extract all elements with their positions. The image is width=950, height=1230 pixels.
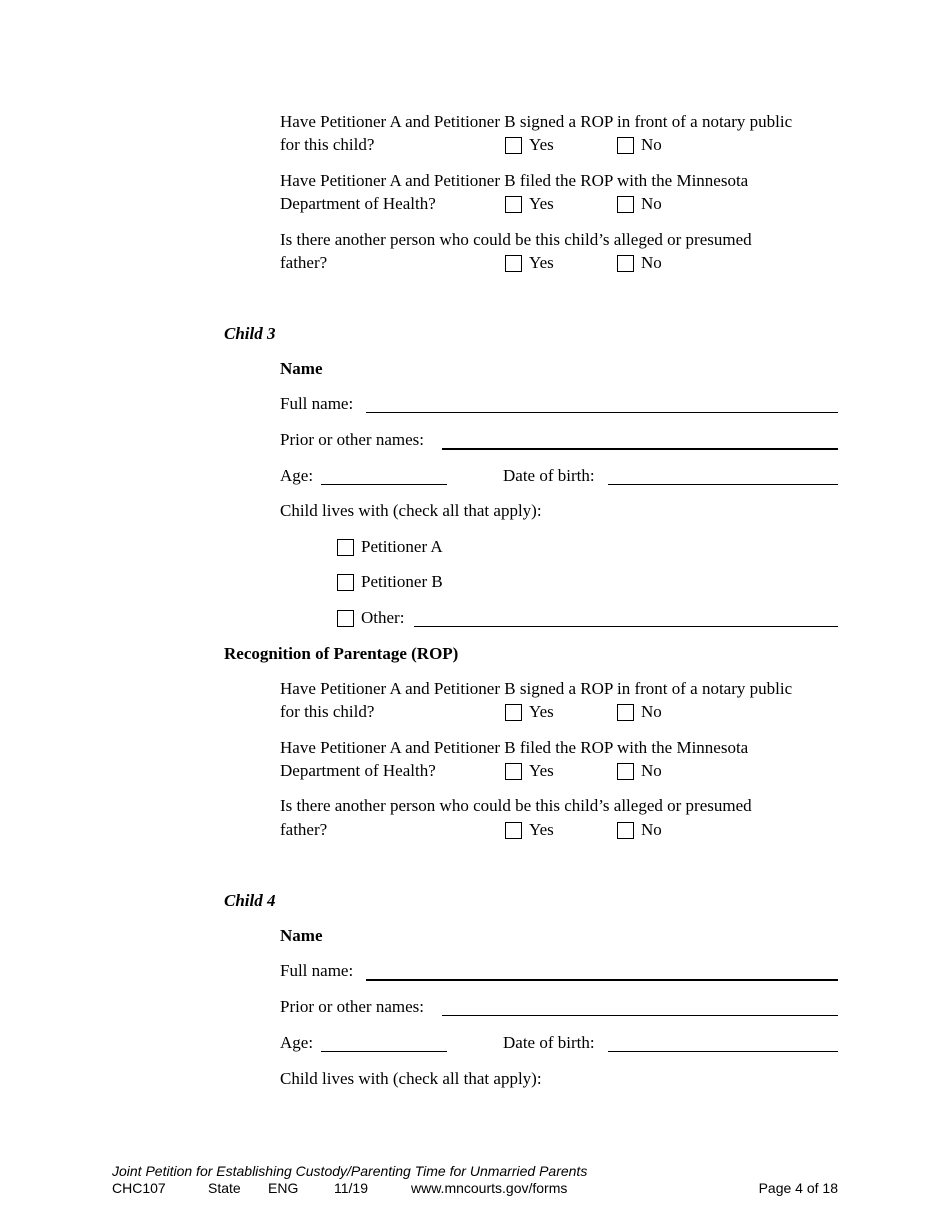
child-3-heading: Child 3 [224, 324, 276, 343]
yes-label: Yes [529, 761, 554, 780]
no-label: No [641, 253, 662, 272]
child-4-age-label: Age: [280, 1033, 314, 1052]
child-3-other-father-text-cont: father? [280, 820, 328, 839]
footer-url-link[interactable]: www.mncourts.gov/forms [411, 1180, 568, 1196]
other-father-yes-checkbox[interactable] [505, 255, 522, 272]
rop-question-other-father-text: Is there another person who could be this child’s alleged or presumed [280, 230, 752, 249]
child-3-rop-filed-text: Have Petitioner A and Petitioner B filed the ROP with the Minnesota [280, 738, 749, 757]
yes-label: Yes [529, 135, 554, 154]
rop-signed-yes-checkbox[interactable] [505, 137, 522, 154]
child-4-prior-names-field[interactable] [442, 1015, 838, 1016]
no-label: No [641, 702, 662, 721]
child-3-rop-filed-no-checkbox[interactable] [617, 763, 634, 780]
yes-label: Yes [529, 253, 554, 272]
petitioner-b-label: Petitioner B [361, 572, 443, 591]
footer-page-number: Page 4 of 18 [758, 1180, 838, 1196]
child-3-age-label: Age: [280, 466, 314, 485]
child-3-lives-other-field[interactable] [414, 626, 838, 627]
no-label: No [641, 820, 662, 839]
rop-question-filed-text-cont: Department of Health? [280, 194, 436, 213]
child-4-heading: Child 4 [224, 891, 276, 910]
other-father-no-checkbox[interactable] [617, 255, 634, 272]
rop-filed-no-checkbox[interactable] [617, 196, 634, 213]
child-3-dob-field[interactable] [608, 484, 838, 485]
rop-question-signed-text: Have Petitioner A and Petitioner B signed a ROP in front of a notary public [280, 112, 793, 131]
child-3-other-father-no-checkbox[interactable] [617, 822, 634, 839]
child-3-other-father-text: Is there another person who could be this child’s alleged or presumed [280, 796, 752, 815]
rop-question-other-father-text-cont: father? [280, 253, 328, 272]
child-4-full-name-label: Full name: [280, 961, 354, 980]
child-3-lives-petitioner-a-checkbox[interactable] [337, 539, 354, 556]
child-3-prior-names-field[interactable] [442, 448, 838, 450]
yes-label: Yes [529, 820, 554, 839]
footer-form-code: CHC107 [112, 1180, 166, 1196]
no-label: No [641, 135, 662, 154]
child-3-full-name-label: Full name: [280, 394, 354, 413]
child-4-prior-names-label: Prior or other names: [280, 997, 424, 1016]
yes-label: Yes [529, 702, 554, 721]
other-label: Other: [361, 608, 405, 627]
child-4-lives-with-label: Child lives with (check all that apply): [280, 1069, 542, 1088]
rop-question-signed-text-cont: for this child? [280, 135, 375, 154]
child-3-rop-filed-text-cont: Department of Health? [280, 761, 436, 780]
child-4-dob-label: Date of birth: [503, 1033, 595, 1052]
rop-signed-no-checkbox[interactable] [617, 137, 634, 154]
rop-question-filed-text: Have Petitioner A and Petitioner B filed the ROP with the Minnesota [280, 171, 749, 190]
child-3-rop-signed-yes-checkbox[interactable] [505, 704, 522, 721]
child-3-lives-other-checkbox[interactable] [337, 610, 354, 627]
no-label: No [641, 194, 662, 213]
footer-jurisdiction: State [208, 1180, 241, 1196]
child-3-full-name-field[interactable] [366, 412, 838, 413]
child-3-other-father-yes-checkbox[interactable] [505, 822, 522, 839]
child-4-full-name-field[interactable] [366, 979, 838, 981]
child-3-rop-signed-no-checkbox[interactable] [617, 704, 634, 721]
child-3-dob-label: Date of birth: [503, 466, 595, 485]
child-3-rop-signed-text: Have Petitioner A and Petitioner B signed a ROP in front of a notary public [280, 679, 793, 698]
petitioner-a-label: Petitioner A [361, 537, 443, 556]
child-3-rop-signed-text-cont: for this child? [280, 702, 375, 721]
child-3-age-field[interactable] [321, 484, 447, 485]
child-3-lives-petitioner-b-checkbox[interactable] [337, 574, 354, 591]
footer-revision: 11/19 [334, 1180, 368, 1196]
child-4-age-field[interactable] [321, 1051, 447, 1052]
child-3-prior-names-label: Prior or other names: [280, 430, 424, 449]
footer-form-title: Joint Petition for Establishing Custody/Parenting Time for Unmarried Parents [112, 1163, 588, 1179]
rop-filed-yes-checkbox[interactable] [505, 196, 522, 213]
yes-label: Yes [529, 194, 554, 213]
rop-heading: Recognition of Parentage (ROP) [224, 644, 459, 663]
child-3-rop-filed-yes-checkbox[interactable] [505, 763, 522, 780]
no-label: No [641, 761, 662, 780]
child-3-name-heading: Name [280, 359, 323, 378]
footer-language: ENG [268, 1180, 299, 1196]
child-4-name-heading: Name [280, 926, 323, 945]
child-3-lives-with-label: Child lives with (check all that apply): [280, 501, 542, 520]
child-4-dob-field[interactable] [608, 1051, 838, 1052]
